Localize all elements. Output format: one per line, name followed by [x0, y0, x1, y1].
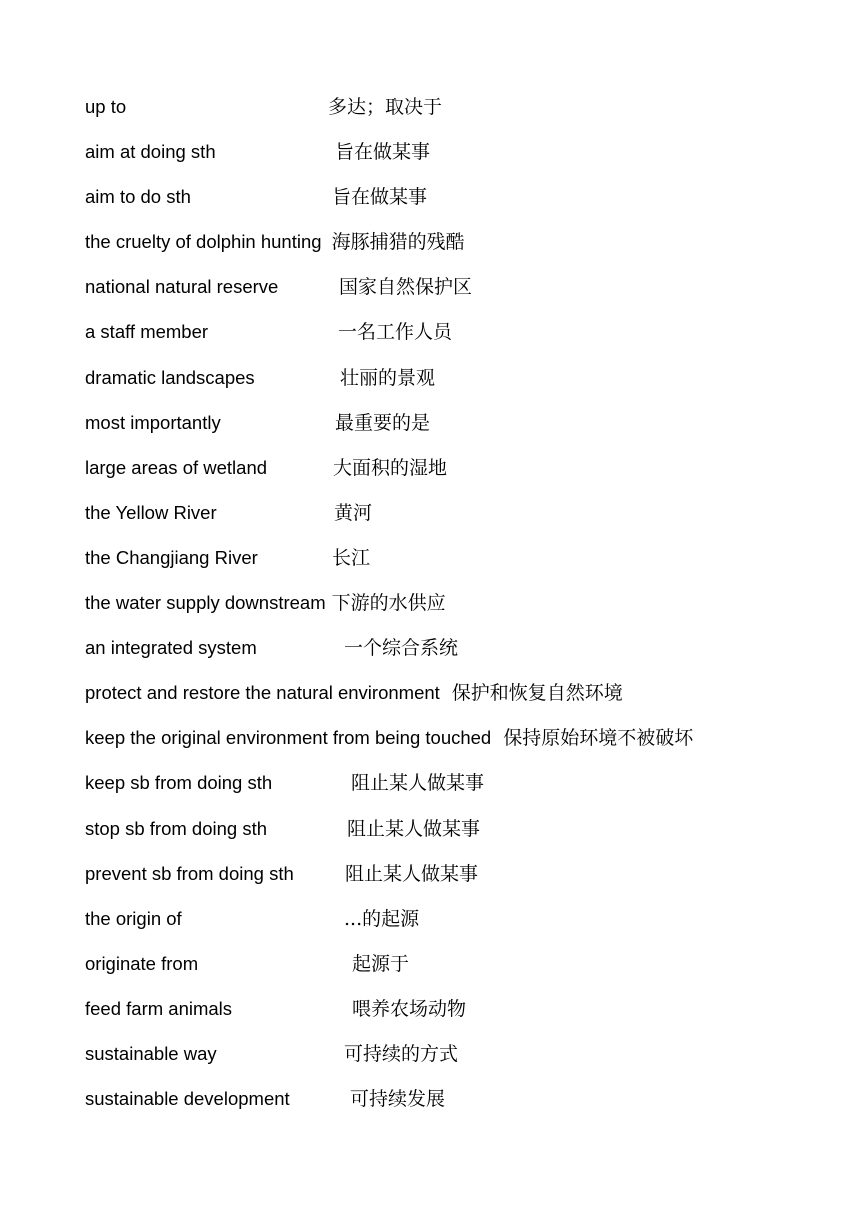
english-phrase: a staff member: [85, 321, 209, 343]
vocab-entry: [85, 722, 845, 767]
vocab-entry: [85, 993, 845, 1038]
english-phrase: prevent sb from doing sth: [85, 862, 294, 884]
vocab-entry: [85, 1038, 845, 1083]
vocab-entry: [85, 542, 845, 587]
english-phrase: originate from: [85, 952, 199, 974]
vocab-entry: [85, 767, 845, 812]
english-phrase: large areas of wetland: [85, 456, 268, 478]
english-phrase: the origin of: [85, 907, 182, 929]
chinese-translation: 黄河: [334, 501, 373, 524]
vocab-entry: [85, 587, 845, 632]
english-phrase: keep the original environment from being touched: [85, 727, 492, 749]
vocab-entry: [85, 362, 845, 407]
vocab-entry: [85, 632, 845, 677]
chinese-translation: 多达；取决于: [328, 96, 443, 118]
chinese-translation: 阻止某人做某事: [351, 772, 485, 795]
english-phrase: national natural reserve: [85, 276, 279, 298]
vocabulary-list: [85, 91, 845, 1128]
english-phrase: sustainable development: [85, 1088, 290, 1110]
english-phrase: an integrated system: [85, 637, 257, 659]
chinese-translation: 保护和恢复自然环境: [451, 682, 623, 705]
english-phrase: aim to do sth: [85, 186, 191, 208]
english-phrase: the cruelty of dolphin hunting: [85, 231, 322, 253]
vocab-entry: [85, 452, 845, 497]
vocab-entry: [85, 91, 845, 136]
english-phrase: up to: [85, 96, 127, 117]
english-phrase: protect and restore the natural environment: [85, 682, 440, 704]
chinese-translation: 最重要的是: [335, 411, 431, 434]
english-phrase: sustainable way: [85, 1042, 217, 1064]
vocab-entry: [85, 903, 845, 948]
vocab-entry: [85, 948, 845, 993]
vocab-entry: [85, 858, 845, 903]
chinese-translation: 旨在做某事: [335, 141, 431, 164]
english-phrase: dramatic landscapes: [85, 366, 255, 388]
chinese-translation: 一名工作人员: [338, 321, 453, 344]
chinese-translation: 海豚捕猎的残酷: [331, 231, 465, 254]
chinese-translation: 壮丽的景观: [340, 366, 436, 389]
chinese-translation: 长江: [332, 546, 371, 569]
english-phrase: the Changjiang River: [85, 546, 258, 568]
chinese-translation: 一个综合系统: [344, 637, 459, 660]
chinese-translation: 阻止某人做某事: [347, 817, 481, 840]
vocab-entry: [85, 497, 845, 542]
english-phrase: aim at doing sth: [85, 141, 216, 163]
chinese-translation: 可持续的方式: [344, 1042, 459, 1065]
chinese-translation: 喂养农场动物: [352, 997, 467, 1020]
vocab-entry: [85, 1083, 845, 1128]
chinese-translation: 大面积的湿地: [333, 456, 448, 479]
english-phrase: the Yellow River: [85, 501, 217, 523]
chinese-translation: 可持续发展: [350, 1088, 446, 1111]
chinese-translation: 国家自然保护区: [339, 276, 473, 299]
english-phrase: stop sb from doing sth: [85, 817, 268, 839]
vocab-entry: [85, 226, 845, 271]
english-phrase: keep sb from doing sth: [85, 772, 273, 794]
chinese-translation: 保持原始环境不被破坏: [503, 727, 694, 750]
chinese-translation: 起源于: [352, 952, 410, 975]
english-phrase: feed farm animals: [85, 997, 233, 1019]
vocab-entry: [85, 677, 845, 722]
chinese-translation: ...的起源: [344, 907, 420, 930]
chinese-translation: 阻止某人做某事: [345, 862, 479, 885]
vocab-entry: [85, 316, 845, 361]
chinese-translation: 旨在做某事: [332, 186, 428, 209]
vocab-entry: [85, 813, 845, 858]
vocab-entry: [85, 271, 845, 316]
chinese-translation: 下游的水供应: [331, 592, 446, 615]
vocab-entry: [85, 136, 845, 181]
vocab-entry: [85, 407, 845, 452]
english-phrase: most importantly: [85, 411, 221, 433]
english-phrase: the water supply downstream: [85, 592, 326, 614]
vocab-entry: [85, 181, 845, 226]
